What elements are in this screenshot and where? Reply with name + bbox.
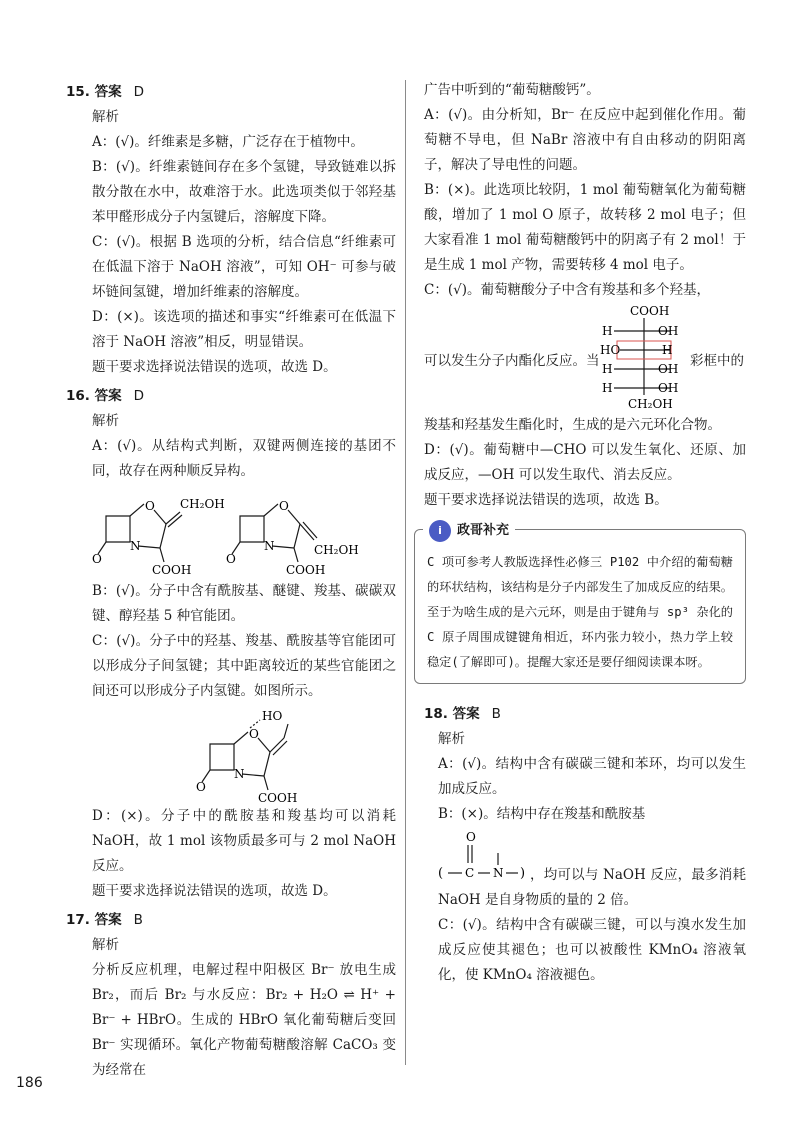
q17-head: 17. 答案 <box>66 912 122 928</box>
isomer2-cooh: COOH <box>286 563 326 577</box>
hbond-cooh: COOH <box>258 791 298 804</box>
q16-hbond-structure <box>92 704 396 804</box>
q15-option-d: D：(×)。该选项的描述和事实“纤维素可在低温下溶于 NaOH 溶液”相反，明显错误。 <box>92 309 396 350</box>
q15-conclusion: 题干要求选择说法错误的选项，故选 D。 <box>92 359 337 375</box>
hbond-ho: HO <box>262 709 283 723</box>
isomer-structure-1 <box>98 504 182 562</box>
fischer-row2-right: H <box>662 343 673 357</box>
q16-option-a: A：(√)。从结构式判断，双键两侧连接的基团不同，故存在两种顺反异构。 <box>92 438 396 479</box>
isomer2-o: O <box>279 499 289 513</box>
hbond-n: N <box>234 767 245 781</box>
right-column <box>424 78 746 988</box>
isomer2-ch2oh: CH₂OH <box>314 543 359 557</box>
q17-header <box>66 908 396 933</box>
amide-structure <box>438 827 528 889</box>
amide-close-paren: ) <box>520 866 526 881</box>
q17-option-d: D：(√)。葡萄糖中—CHO 可以发生氧化、还原、加成反应，—OH 可以发生取代、消去反应。 <box>424 442 746 483</box>
hbond-structure-svg <box>92 704 392 804</box>
q15-option-c: C：(√)。根据 B 选项的分析，结合信息“纤维素可在低温下溶于 NaOH 溶液”，可知 OH⁻ 可参与破坏链间氢键，增加纤维素的溶解度。 <box>92 234 396 300</box>
q17-analysis: 分析反应机理，电解过程中阳极区 Br⁻ 放电生成 Br₂，而后 Br₂ 与水反应：Br₂ + H₂O ⇌ H⁺ + Br⁻ + HBrO。生成的 HBrO 氧化葡萄糖后变回 Br⁻ 实现循环。氧化产物葡萄糖酸溶解 CaCO₃ 变为经常在 <box>92 962 396 1078</box>
amide-c: C <box>465 866 475 880</box>
q16-option-b: B：(√)。分子中含有酰胺基、醚键、羧基、碳碳双键、醇羟基 5 种官能团。 <box>92 583 396 624</box>
isomer1-carbonyl-o: O <box>92 552 102 566</box>
left-column <box>66 78 396 1083</box>
fischer-row3-right: OH <box>658 362 679 376</box>
amide-n: N <box>493 866 504 880</box>
q16-isomer-structures <box>92 484 396 579</box>
q16-answer: D <box>133 388 145 404</box>
q15-label: 解析 <box>92 109 119 125</box>
hbond-structure-bonds <box>202 720 288 790</box>
q18-option-c: C：(√)。结构中含有碳碳三键，可以与溴水发生加成反应使其褪色；也可以被酸性 KMnO₄ 溶液氧化，使 KMnO₄ 溶液褪色。 <box>438 917 746 983</box>
fischer-projection <box>600 303 690 413</box>
q17-conclusion: 题干要求选择说法错误的选项，故选 B。 <box>424 492 668 508</box>
info-icon: i <box>429 520 451 542</box>
amide-o: O <box>466 830 476 844</box>
q17-option-a: A：(√)。由分析知，Br⁻ 在反应中起到催化作用。葡萄糖不导电，但 NaBr 溶液中有自由移动的阴阳离子，解决了导电性的问题。 <box>424 107 746 173</box>
amide-open-paren: ( <box>438 866 444 881</box>
fischer-row1-right: OH <box>658 324 679 338</box>
hbond-ring-o: O <box>249 727 259 741</box>
q17-fischer-row <box>424 303 746 413</box>
q15-head: 15. 答案 <box>66 84 122 100</box>
column-divider <box>405 80 406 1065</box>
q16-option-d: D：(×)。分子中的酰胺基和羧基均可以消耗 NaOH，故 1 mol 该物质最多可与 2 mol NaOH 反应。 <box>92 808 396 874</box>
q17-continued: 广告中听到的“葡萄糖酸钙”。 <box>424 82 600 98</box>
q16-label: 解析 <box>92 413 119 429</box>
isomer1-n: N <box>130 539 141 553</box>
q18-header <box>424 702 746 727</box>
supplement-callout <box>414 523 746 684</box>
fischer-row4-left: H <box>602 381 613 395</box>
q18-amide-row <box>438 827 746 889</box>
q17-option-c-mid: 可以发生分子内酯化反应。当 <box>424 353 600 369</box>
q18-option-b-intro: B：(×)。结构中存在羧基和酰胺基 <box>438 806 646 822</box>
callout-title-bar <box>423 518 515 543</box>
isomer-structure-2 <box>232 504 317 562</box>
fischer-row2-left: HO <box>600 343 621 357</box>
isomer2-n: N <box>264 539 275 553</box>
q15-answer: D <box>133 84 145 100</box>
q18-answer: B <box>491 706 501 722</box>
q17-label: 解析 <box>92 937 119 953</box>
isomer1-o: O <box>145 499 155 513</box>
q16-head: 16. 答案 <box>66 388 122 404</box>
amide-bonds <box>448 845 518 873</box>
q16-option-c: C：(√)。分子中的羟基、羧基、酰胺基等官能团可以形成分子间氢键；其中距离较近的某些官能团之间还可以形成分子内氢键。如图所示。 <box>92 633 396 699</box>
q15-option-b: B：(√)。纤维素链间存在多个氢键，导致链难以拆散分散在水中，故难溶于水。此选项类似于邻羟基苯甲醛形成分子内氢键后，溶解度下降。 <box>92 159 396 225</box>
q18-option-b-rest: ，均可以与 NaOH 反应，最多消耗 NaOH 是自身物质的量的 2 倍。 <box>438 867 746 908</box>
q18-head: 18. 答案 <box>424 706 480 722</box>
fischer-top: COOH <box>630 304 670 318</box>
q15-option-a: A：(√)。纤维素是多糖，广泛存在于植物中。 <box>92 134 364 150</box>
q17-option-b: B：(×)。此选项比较阴，1 mol 葡萄糖氧化为葡萄糖酸，增加了 1 mol O 原子，故转移 2 mol 电子；但大家看准 1 mol 葡萄糖酸钙中的阴离子有 2 mol！于是生成 1 mol 产物，需要转移 4 mol 电子。 <box>424 182 746 273</box>
callout-title: 政哥补充 <box>457 523 510 538</box>
page-number: 186 <box>16 1075 43 1091</box>
q16-conclusion: 题干要求选择说法错误的选项，故选 D。 <box>92 883 337 899</box>
fischer-bottom: CH₂OH <box>628 397 673 411</box>
callout-text: C 项可参考人教版选择性必修三 P102 中介绍的葡萄糖的环状结构，该结构是分子内部发生了加成反应的结果。至于为啥生成的是六元环，则是由于键角与 sp³ 杂化的 C 原子周围成键键角相近，环内张力较小，热力学上较稳定(了解即可)。提醒大家还是要仔细阅读课本呀。 <box>427 555 733 669</box>
hbond-carbonyl-o: O <box>196 780 206 794</box>
q17-option-c-intro: C：(√)。葡萄糖酸分子中含有羧基和多个羟基， <box>424 282 710 298</box>
q18-option-a: A：(√)。结构中含有碳碳三键和苯环，均可以发生加成反应。 <box>438 756 746 797</box>
q17-option-c-end: 羧基和羟基发生酯化时，生成的是六元环化合物。 <box>424 417 721 433</box>
fischer-row3-left: H <box>602 362 613 376</box>
q15-header <box>66 80 396 105</box>
isomer2-carbonyl-o: O <box>226 552 236 566</box>
isomer1-cooh: COOH <box>152 563 192 577</box>
q17-option-c-box: 彩框中的 <box>690 353 744 369</box>
q18-label: 解析 <box>438 731 465 747</box>
isomer-structures-svg <box>92 484 392 579</box>
fischer-row1-left: H <box>602 324 613 338</box>
q17-answer: B <box>133 912 143 928</box>
fischer-row4-right: OH <box>658 381 679 395</box>
isomer1-ch2oh: CH₂OH <box>180 497 225 511</box>
q16-header <box>66 384 396 409</box>
